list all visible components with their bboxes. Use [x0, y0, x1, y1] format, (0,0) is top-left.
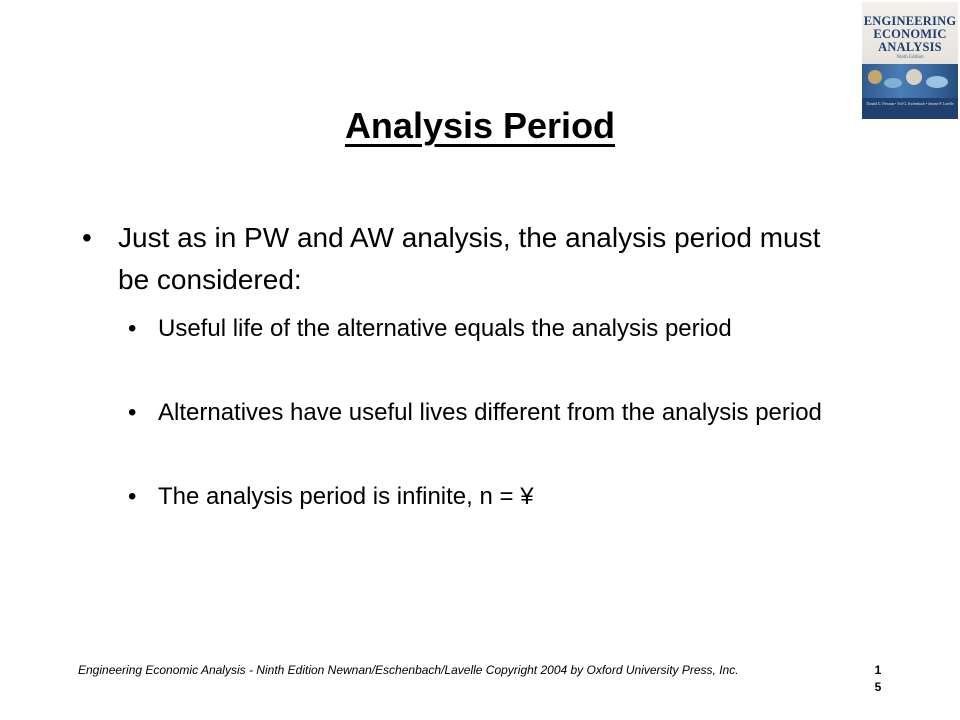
sub-bullet-3	[128, 479, 848, 515]
cover-image-band	[862, 64, 958, 98]
cover-title-line-2: ECONOMIC	[873, 27, 947, 41]
bullet-dot-icon: •	[82, 222, 92, 253]
bullet-dot-icon: •	[128, 399, 137, 426]
cover-edition: Ninth Edition	[896, 55, 924, 60]
sub-bullet-text: Alternatives have useful lives different from the analysis period	[158, 399, 822, 426]
sub-bullet-2	[128, 395, 848, 431]
slide-title: Analysis Period	[344, 105, 616, 146]
bullet-dot-icon: •	[128, 483, 137, 510]
footer-copyright: Engineering Economic Analysis - Ninth Edition Newnan/Eschenbach/Lavelle Copyright 2004 by Oxford University Press, Inc.	[78, 663, 739, 677]
sub-bullet-text: Useful life of the alternative equals the analysis period	[158, 315, 732, 342]
cover-title-line-1: ENGINEERING	[863, 14, 957, 28]
page-number-digit-2: 5	[874, 680, 882, 694]
cover-title-line-3: ANALYSIS	[878, 40, 942, 54]
bullet-dot-icon: •	[128, 315, 137, 342]
cover-authors: Donald G. Newnan • Ted G. Eschenbach • Jerome P. Lavelle	[866, 102, 954, 106]
main-bullet-text: Just as in PW and AW analysis, the analysis period must be considered:	[118, 222, 821, 295]
page-number	[872, 662, 884, 696]
book-cover-logo	[862, 2, 958, 119]
sub-bullet-text: The analysis period is infinite, n = ¥	[158, 483, 534, 510]
page-number-digit-1: 1	[874, 663, 882, 677]
main-bullet	[82, 217, 842, 301]
sub-bullet-1	[128, 311, 848, 347]
